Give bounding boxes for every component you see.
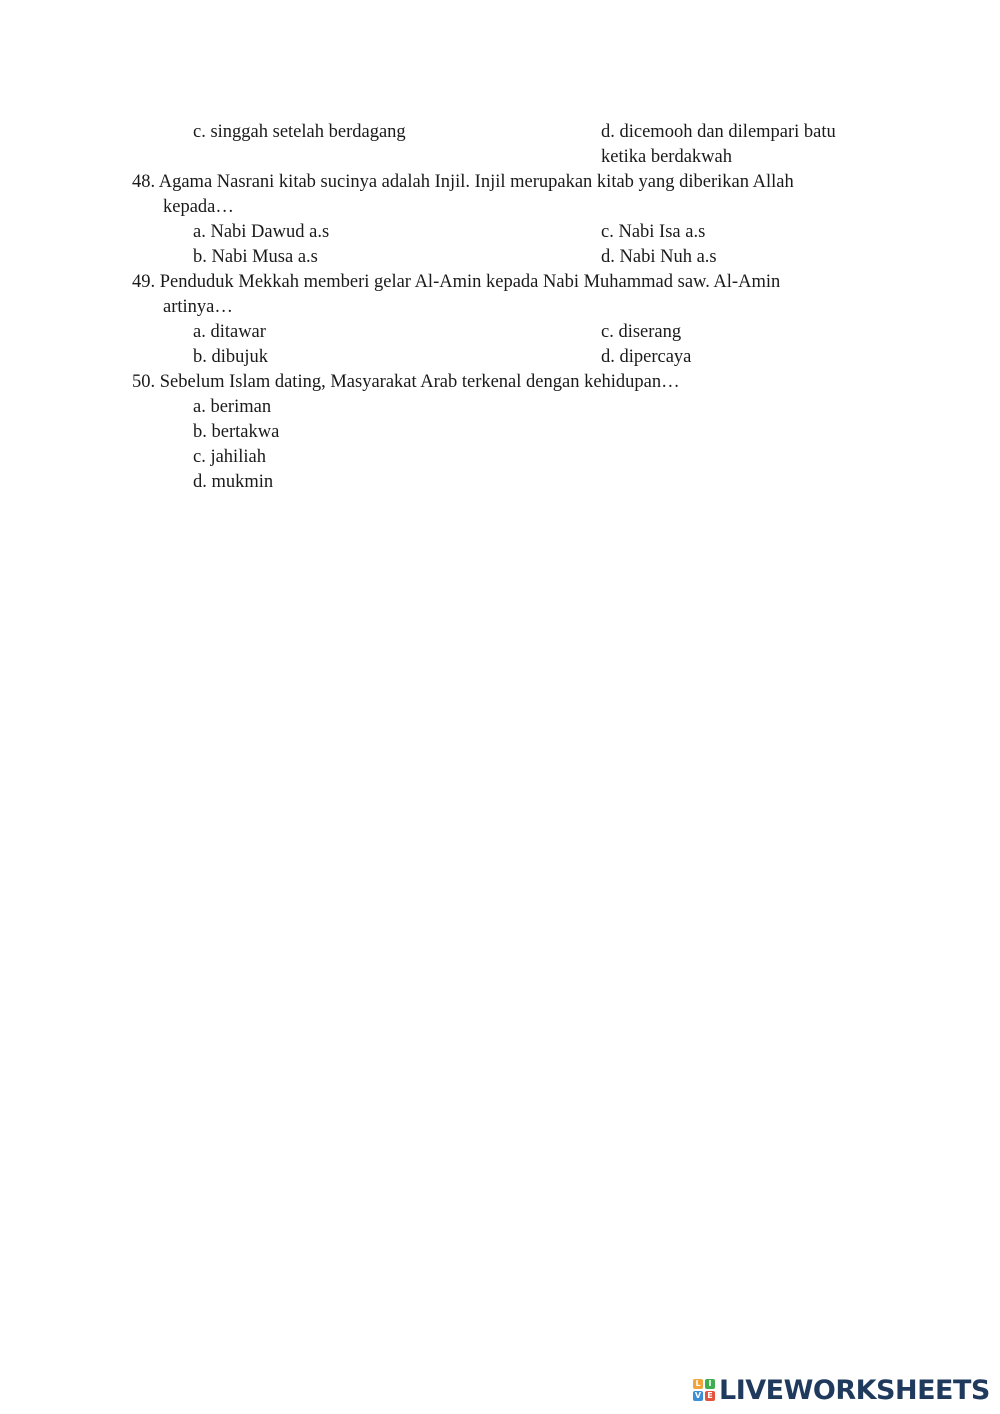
question-48-option-a: a. Nabi Dawud a.s [193,222,330,242]
question-49-text-cont: artinya… [163,297,233,317]
question-50-option-a: a. beriman [193,397,272,417]
question-50-text: 50. Sebelum Islam dating, Masyarakat Arab terkenal dengan kehidupan… [132,372,680,392]
liveworksheets-brand [693,1374,990,1406]
logo-tile-i: I [705,1379,715,1389]
question-49-option-d: d. dipercaya [601,347,692,367]
prev-question-option-c: c. singgah setelah berdagang [193,122,406,142]
question-48-option-d: d. Nabi Nuh a.s [601,247,717,267]
logo-tile-v: V [694,1391,702,1400]
logo-tile-l: L [693,1379,703,1389]
question-50-option-c: c. jahiliah [193,447,266,467]
question-48-option-b: b. Nabi Musa a.s [193,247,318,267]
question-48-text: 48. Agama Nasrani kitab sucinya adalah Injil. Injil merupakan kitab yang diberikan Allah [132,172,794,192]
prev-question-option-d: d. dicemooh dan dilempari batu [601,122,836,142]
liveworksheets-wordmark: LIVEWORKSHEETS [719,1374,990,1406]
question-49-text: 49. Penduduk Mekkah memberi gelar Al-Amin kepada Nabi Muhammad saw. Al-Amin [132,272,781,292]
question-49-option-b: b. dibujuk [193,347,269,367]
question-48-option-c: c. Nabi Isa a.s [601,222,706,242]
liveworksheets-logo-icon [693,1379,715,1401]
question-50-option-d: d. mukmin [193,472,274,492]
question-50-option-b: b. bertakwa [193,422,280,442]
prev-question-option-d-cont: ketika berdakwah [601,147,732,167]
logo-tile-e: E [705,1391,715,1401]
question-49-option-c: c. diserang [601,322,682,342]
question-48-text-cont: kepada… [163,197,234,217]
question-49-option-a: a. ditawar [193,322,266,342]
